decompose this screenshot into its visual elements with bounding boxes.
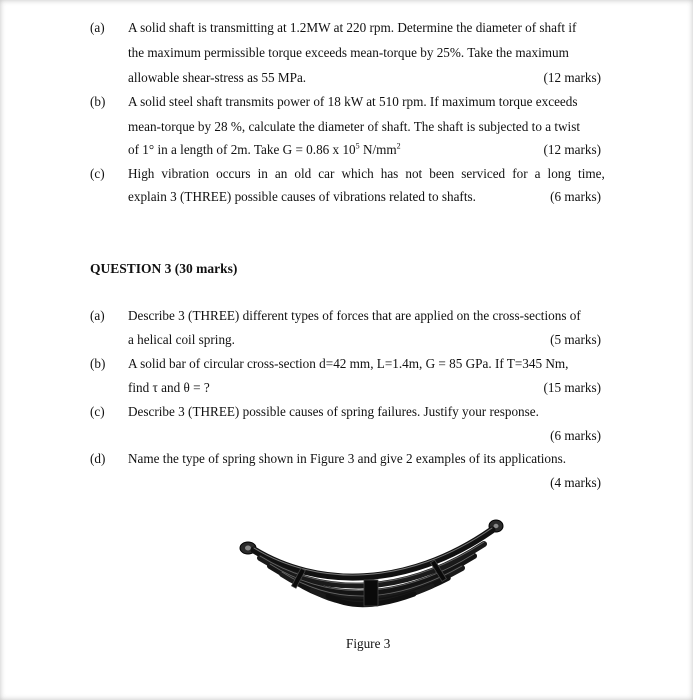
item-c-line1-word: High (128, 166, 155, 181)
item-b-line3-unit: N/mm (359, 142, 397, 157)
figure-caption: Figure 3 (346, 636, 391, 651)
q3-d-marks: (4 marks) (550, 475, 601, 490)
item-c-line1-word: which (341, 166, 374, 181)
item-b-marks: (12 marks) (543, 142, 601, 157)
q3-a-label: (a) (90, 308, 105, 323)
item-c-line1-word: for (512, 166, 528, 181)
item-c-line1-word: a (534, 166, 541, 181)
item-c-line1-word: in (257, 166, 268, 181)
q3-a-line2: a helical coil spring. (128, 332, 235, 347)
item-b-line1: A solid steel shaft transmits power of 18 kW at 510 rpm. If maximum torque exceeds (128, 94, 578, 109)
q3-c-marks: (6 marks) (550, 428, 601, 443)
item-c-marks: (6 marks) (550, 189, 601, 204)
item-b-line3 (128, 142, 401, 158)
item-a-marks: (12 marks) (543, 70, 601, 85)
q3-d-label: (d) (90, 451, 106, 466)
item-c-line1-word: time, (578, 166, 605, 181)
item-b-exponent-2: 2 (396, 141, 401, 151)
q3-b-line1: A solid bar of circular cross-section d=42 mm, L=1.4m, G = 85 GPa. If T=345 Nm, (128, 356, 569, 371)
item-c-line1-word: an (274, 166, 288, 181)
question-3-heading: QUESTION 3 (30 marks) (90, 261, 238, 276)
q3-a-line1: Describe 3 (THREE) different types of forces that are applied on the cross-sections of (128, 308, 581, 323)
item-c-line1 (128, 166, 605, 182)
q3-b-line2: find τ and θ = ? (128, 380, 210, 395)
item-c-line1-word: been (429, 166, 455, 181)
item-a-line3: allowable shear-stress as 55 MPa. (128, 70, 307, 85)
item-b-line2: mean-torque by 28 %, calculate the diameter of shaft. The shaft is subjected to a twist (128, 119, 581, 134)
q3-b-marks: (15 marks) (543, 380, 601, 395)
q3-c-label: (c) (90, 404, 105, 419)
item-c-line1-word: occurs (216, 166, 251, 181)
item-c-line1-word: serviced (461, 166, 506, 181)
q3-b-label: (b) (90, 356, 106, 371)
item-c-line1-word: long (547, 166, 571, 181)
item-c-line1-word: car (318, 166, 335, 181)
item-c-line2: explain 3 (THREE) possible causes of vibrations related to shafts. (128, 189, 476, 204)
item-b-line3-text: of 1° in a length of 2m. Take G = 0.86 x 10 (128, 142, 356, 157)
q3-d-line1: Name the type of spring shown in Figure 3 and give 2 examples of its applications. (128, 451, 567, 466)
item-a-label: (a) (90, 20, 105, 35)
q3-a-marks: (5 marks) (550, 332, 601, 347)
item-c-label: (c) (90, 166, 105, 181)
item-b-label: (b) (90, 94, 106, 109)
item-c-line1-word: has (380, 166, 399, 181)
item-c-line1-word: old (294, 166, 312, 181)
q3-c-line1: Describe 3 (THREE) possible causes of spring failures. Justify your response. (128, 404, 539, 419)
item-c-line1-word: not (405, 166, 423, 181)
item-a-line1: A solid shaft is transmitting at 1.2MW at 220 rpm. Determine the diameter of shaft if (128, 20, 577, 35)
item-c-line1-word: vibration (161, 166, 210, 181)
item-a-line2: the maximum permissible torque exceeds mean-torque by 25%. Take the maximum (128, 45, 569, 60)
item-b-exponent-5: 5 (355, 141, 360, 151)
leaf-spring-illustration (236, 518, 508, 610)
